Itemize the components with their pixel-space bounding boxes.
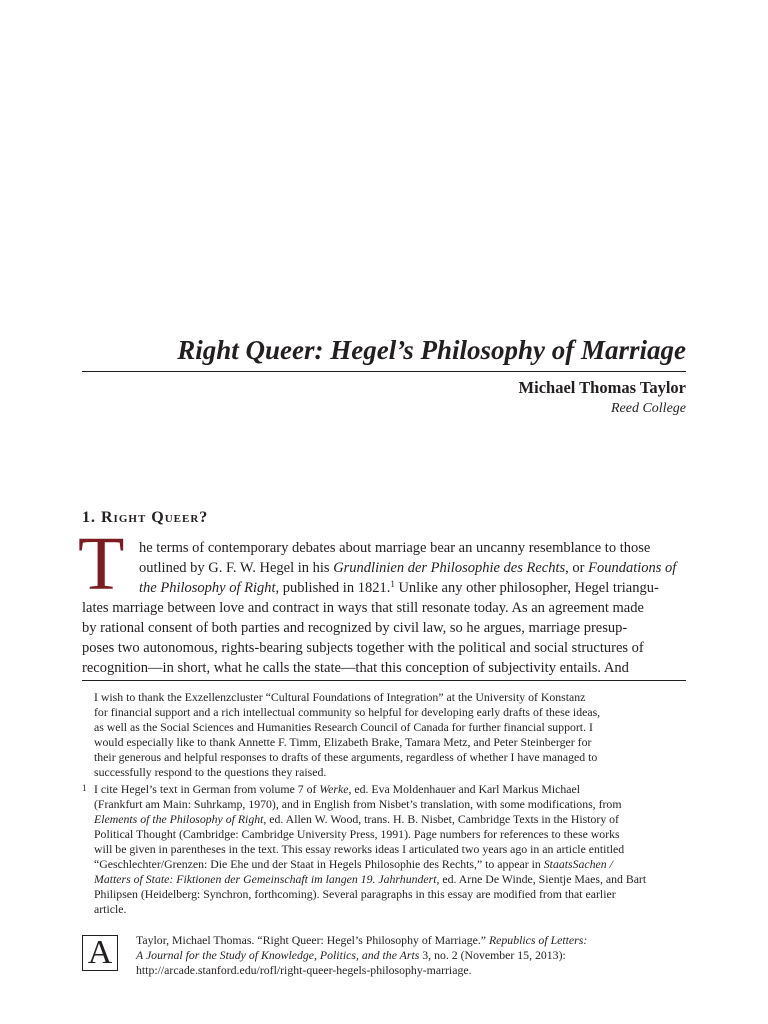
acknowledgement-line: would especially like to thank Annette F. Timm, Elizabeth Brake, Tamara Metz, and Peter Steinberger for bbox=[94, 735, 592, 749]
acknowledgement-line: as well as the Social Sciences and Humanities Research Council of Canada for further financial support. I bbox=[94, 720, 593, 734]
citation-url[interactable]: http://arcade.stanford.edu/rofl/right-queer-hegels-philosophy-marriage. bbox=[136, 963, 472, 977]
body-line: poses two autonomous, rights-bearing subjects together with the political and social structures of bbox=[82, 640, 644, 656]
arcade-logo bbox=[82, 935, 118, 971]
footnote-line: article. bbox=[94, 902, 127, 916]
body-line: lates marriage between love and contract in ways that still resonate today. As an agreement made bbox=[82, 600, 644, 616]
body-line: he terms of contemporary debates about marriage bear an uncanny resemblance to those bbox=[139, 540, 651, 556]
body-line: the Philosophy of Right, published in 1821.$^1$ Unlike any other philosopher, Hegel triangu- bbox=[139, 579, 659, 596]
author-affiliation: Reed College bbox=[610, 401, 686, 416]
acknowledgement-line: I wish to thank the Exzellenzcluster “Cultural Foundations of Integration” at the University of Konstanz bbox=[94, 690, 586, 704]
author-name: Michael Thomas Taylor bbox=[518, 378, 686, 397]
section-heading: 1. Right Queer? bbox=[82, 509, 209, 526]
article-title: Right Queer: Hegel’s Philosophy of Marriage bbox=[177, 335, 686, 365]
footnote-rule bbox=[82, 680, 686, 681]
body-line: recognition—in short, what he calls the state—that this conception of subjectivity entails. And bbox=[82, 660, 629, 676]
footnote-line: I cite Hegel’s text in German from volume 7 of Werke, ed. Eva Moldenhauer and Karl Markus Michael bbox=[94, 782, 581, 796]
footnote-line: Philipsen (Heidelberg: Synchron, forthcoming). Several paragraphs in this essay are modified from that earlier bbox=[94, 887, 616, 901]
footnote-line: will be given in parentheses in the text. This essay reworks ideas I articulated two years ago in an article entitled bbox=[94, 842, 625, 856]
footnote-line: “Geschlechter/Grenzen: Die Ehe und der Staat in Hegels Philosophie des Rechts,” to appear in StaatsSachen / bbox=[94, 857, 613, 871]
footnote-line: Political Thought (Cambridge: Cambridge University Press, 1991). Page numbers for references to these works bbox=[94, 827, 620, 841]
body-line: by rational consent of both parties and recognized by civil law, so he argues, marriage presup- bbox=[82, 620, 628, 636]
drop-cap: T bbox=[78, 522, 125, 606]
footnote-line: Matters of State: Fiktionen der Gemeinschaft im langen 19. Jahrhundert, ed. Arne De Winde, Sientje Maes, and Bart bbox=[94, 872, 647, 886]
footnote-line: Elements of the Philosophy of Right, ed. Allen W. Wood, trans. H. B. Nisbet, Cambridge Texts in the History of bbox=[94, 812, 619, 826]
acknowledgement-line: for financial support and a rich intellectual community so helpful for developing early drafts of these ideas, bbox=[94, 705, 601, 719]
citation-line: A Journal for the Study of Knowledge, Politics, and the Arts 3, no. 2 (November 15, 2013): bbox=[136, 948, 566, 962]
body-line: outlined by G. F. W. Hegel in his Grundlinien der Philosophie des Rechts, or Foundations of bbox=[139, 560, 677, 576]
footnote-marker: 1 bbox=[82, 783, 87, 793]
acknowledgement-line: successfully respond to the questions they raised. bbox=[94, 765, 327, 779]
footnote-ref[interactable]: 1 bbox=[390, 579, 395, 589]
title-rule bbox=[82, 371, 686, 372]
citation-line: Taylor, Michael Thomas. “Right Queer: Hegel’s Philosophy of Marriage.” Republics of Letters: bbox=[136, 933, 588, 947]
arcade-logo-letter: A bbox=[87, 934, 113, 971]
footnote-line: (Frankfurt am Main: Suhrkamp, 1970), and in English from Nisbet’s translation, with some modifications, from bbox=[94, 797, 622, 811]
acknowledgement-line: their generous and helpful responses to drafts of these arguments, regardless of whether I have managed to bbox=[94, 750, 598, 764]
